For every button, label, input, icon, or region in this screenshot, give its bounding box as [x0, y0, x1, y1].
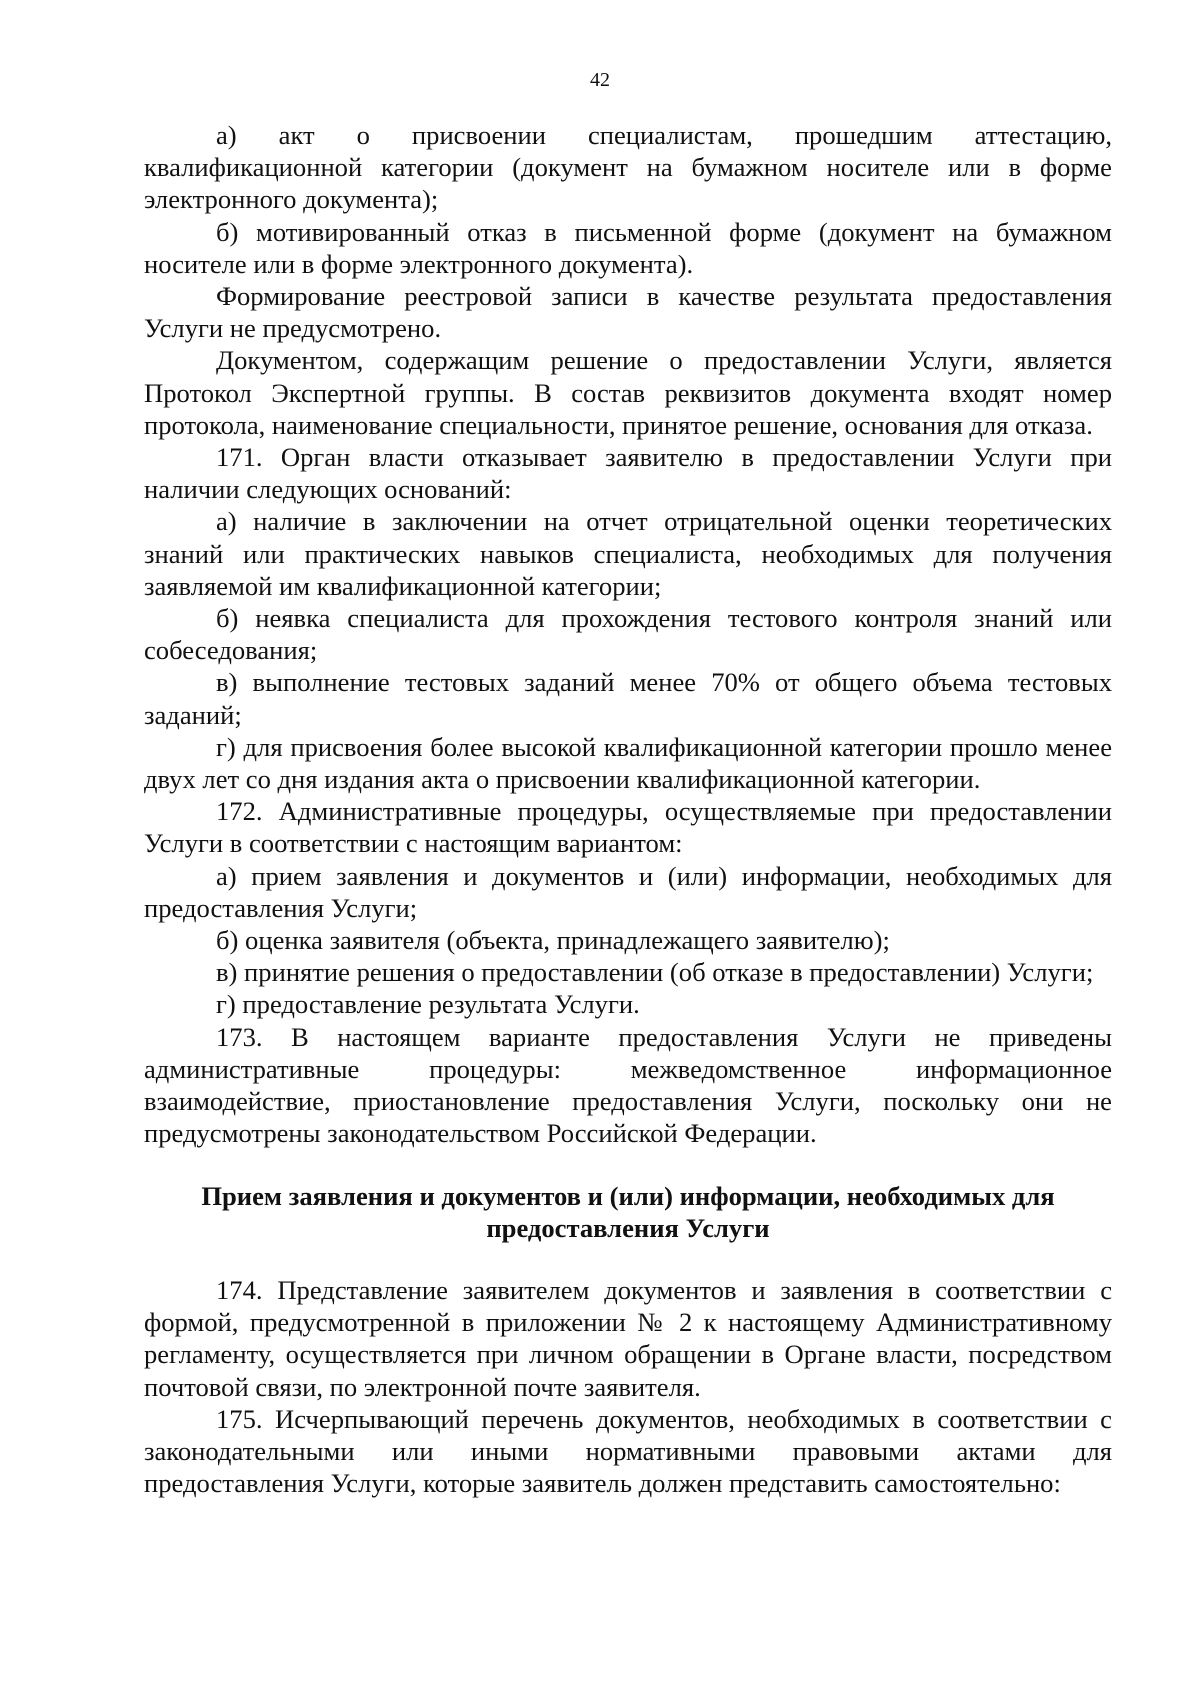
paragraph-171-g: г) для присвоения более высокой квалификационной категории прошло менее двух лет со дня издания акта о присвоении квалификационной категории.	[144, 731, 1112, 795]
paragraph-decision-document: Документом, содержащим решение о предоставлении Услуги, является Протокол Экспертной группы. В состав реквизитов документа входят номер протокола, наименование специальности, принятое решение, основания для отказа.	[144, 345, 1112, 440]
paragraph-result-b: б) мотивированный отказ в письменной форме (документ на бумажном носителе или в форме электронного документа).	[144, 216, 1112, 279]
paragraph-172-g: г) предоставление результата Услуги.	[216, 989, 640, 1020]
section-heading-line-2: предоставления Услуги	[486, 1212, 770, 1243]
paragraph-172-v: в) принятие решения о предоставлении (об отказе в предоставлении) Услуги;	[216, 957, 1094, 988]
paragraph-172-b: б) оценка заявителя (объекта, принадлежащего заявителю);	[216, 925, 890, 956]
paragraph-171-b: б) неявка специалиста для прохождения тестового контроля знаний или собеседования;	[144, 603, 1112, 666]
paragraph-171: 171. Орган власти отказывает заявителю в предоставлении Услуги при наличии следующих оснований:	[144, 442, 1112, 505]
paragraph-172: 172. Административные процедуры, осуществляемые при предоставлении Услуги в соответствии с настоящим вариантом:	[144, 796, 1112, 859]
paragraph-171-a: а) наличие в заключении на отчет отрицательной оценки теоретических знаний или практических навыков специалиста, необходимых для получения заявляемой им квалификационной категории;	[144, 506, 1112, 601]
paragraph-174: 174. Представление заявителем документов и заявления в соответствии с формой, предусмотренной в приложении № 2 к настоящему Административному регламенту, осуществляется при личном обращении в Органе власти, посредством почтовой связи, по электронной почте заявителя.	[144, 1274, 1112, 1402]
document-body	[144, 119, 1112, 1499]
page-number: 42	[590, 69, 610, 91]
paragraph-175: 175. Исчерпывающий перечень документов, необходимых в соответствии с законодательными или иными нормативными правовыми актами для предоставления Услуги, которые заявитель должен представить самостоятельно:	[144, 1403, 1112, 1499]
section-heading-line-1: Прием заявления и документов и (или) информации, необходимых для	[201, 1180, 1055, 1211]
paragraph-registry-record: Формирование реестровой записи в качестве результата предоставления Услуги не предусмотрено.	[144, 281, 1112, 344]
paragraph-result-a: а) акт о присвоении специалистам, прошедшим аттестацию, квалификационной категории (документ на бумажном носителе или в форме электронного документа);	[144, 120, 1112, 215]
paragraph-173: 173. В настоящем варианте предоставления Услуги не приведены административные процедуры: межведомственное информационное взаимодействие, приостановление предоставления Услуги, поскольку они не предусмотрены законодательством Российской Федерации.	[144, 1021, 1112, 1149]
section-heading	[144, 1180, 1112, 1244]
paragraph-171-v: в) выполнение тестовых заданий менее 70% от общего объема тестовых заданий;	[144, 667, 1112, 730]
paragraph-172-a: а) прием заявления и документов и (или) информации, необходимых для предоставления Услуги;	[144, 860, 1112, 923]
